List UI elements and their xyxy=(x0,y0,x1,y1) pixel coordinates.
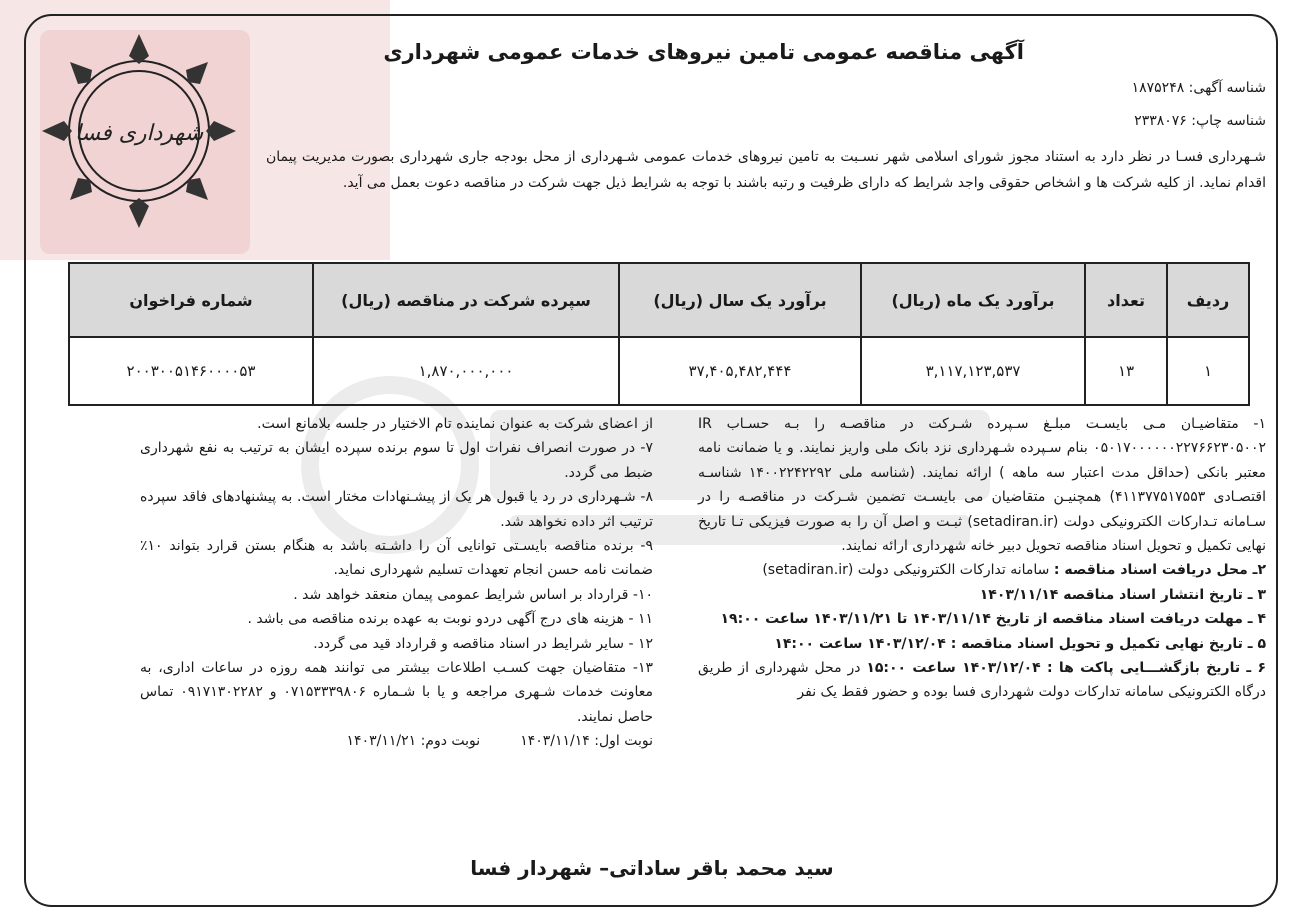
conditions-right-column xyxy=(698,412,1266,705)
condition-6-text: در محل شهرداری از طریق درگاه الکترونیکی سامانه تدارکات دولت شهرداری فسا بوده و حضور فقط یک نفر xyxy=(698,660,1266,701)
publication-dates xyxy=(140,729,653,753)
header-monthly-estimate: برآورد یک ماه (ریال) xyxy=(861,263,1085,337)
logo-text: شهرداری فسا xyxy=(74,121,204,146)
condition-2 xyxy=(698,558,1266,582)
cell-count: ۱۳ xyxy=(1085,337,1167,405)
header-yearly-estimate: برآورد یک سال (ریال) xyxy=(619,263,861,337)
condition-6 xyxy=(698,656,1266,705)
condition-4: ۴ ـ مهلت دریافت اسناد مناقصه از تاریخ ۱۴۰۳/۱۱/۱۴ تا ۱۴۰۳/۱۱/۲۱ ساعت ۱۹:۰۰ xyxy=(720,611,1266,628)
mayor-signature: سید محمد باقر ساداتی– شهردار فسا xyxy=(470,856,834,880)
condition-13: ۱۳- متقاضیان جهت کسـب اطلاعات بیشتر می توانند همه روزه در ساعات اداری، به معاونت خدمات شـهری مراجعه و یا با شـماره ۰۷۱۵۳۳۳۹۸۰۶ و ۰۹۱۷۱۳۰۲۲۸۲ تماس حاصل نمایند. xyxy=(140,660,653,725)
condition-1: ۱- متقاضیـان مـی بایسـت مبلـغ سـپرده شـرکت در مناقصـه را بـه حسـاب IR ۰۵۰۱۷۰۰۰۰۰۰۲۲۷۶۶۲۳۰۵۰۰۲ بنام سـپرده شـهرداری نزد بانک ملی واریز نمایند. و یا ضمانت نامه معتبر بانکی (حداقل مدت اعتبار سه ماهه ) ارائه نمایند. (شناسه ملی ۱۴۰۰۲۲۴۲۲۹۲ شناسـه اقتصـادی ۴۱۱۳۷۷۵۱۷۵۵۳) همچنیـن متقاضیان می بایسـت تضمین شـرکت در مناقصـه را در سـامانه تـدارکات الکترونیکی دولت (setadiran.ir) ثبـت و اصل آن را به صورت فیزیکی تـا تاریخ نهایی تکمیل و تحویل اسناد مناقصه تحویل دبیر خانه شهرداری ارائه نمایند. xyxy=(698,416,1266,555)
ad-id: شناسه آگهی: ۱۸۷۵۲۴۸ xyxy=(1131,80,1266,96)
municipality-logo xyxy=(36,28,242,234)
cell-monthly-estimate: ۳,۱۱۷,۱۲۳,۵۳۷ xyxy=(861,337,1085,405)
header-deposit: سپرده شرکت در مناقصه (ریال) xyxy=(313,263,619,337)
header-row-number: ردیف xyxy=(1167,263,1249,337)
tender-table xyxy=(68,262,1250,406)
cell-yearly-estimate: ۳۷,۴۰۵,۴۸۲,۴۴۴ xyxy=(619,337,861,405)
condition-6-label: ۶ ـ تاریخ بازگشـــایی پاکت ها : ۱۴۰۳/۱۲/۰۴ ساعت ۱۵:۰۰ xyxy=(866,660,1267,677)
header-count: تعداد xyxy=(1085,263,1167,337)
table-row xyxy=(69,337,1249,405)
print-id: شناسه چاپ: ۲۳۳۸۰۷۶ xyxy=(1134,113,1266,129)
cell-row-number: ۱ xyxy=(1167,337,1249,405)
condition-8: ۸- شـهرداری در رد یا قبول هر یک از پیشـنهادات مختار است. به پیشنهادهای فاقد سپرده ترتیب اثر داده نخواهد شد. xyxy=(140,489,653,530)
condition-9: ۹- برنده مناقصه بایسـتی توانایی آن را داشـته باشد به هنگام بستن قرارد بتواند ۱۰٪ ضمانت نامه حسن انجام تعهدات تسلیم شهرداری نماید. xyxy=(140,538,653,579)
notice-title: آگهی مناقصه عمومی تامین نیروهای خدمات عمومی شهرداری xyxy=(383,40,1024,64)
intro-paragraph: شـهرداری فسـا در نظر دارد به استناد مجوز شورای اسلامی شهر نسـبت به تامین نیروهای خدمات عمومی شـهرداری از محل بودجه جاری شهرداری بصورت مدیریت پیمان اقدام نماید. از کلیه شرکت ها و اشخاص حقوقی واجد شرایط که دارای ظرفیت و رتبه باشند با توجه به شرایط ذیل جهت شرکت در مناقصه دعوت بعمل می آید. xyxy=(266,149,1266,191)
condition-2-label: ۲ـ محل دریافت اسناد مناقصه : xyxy=(1053,562,1266,579)
condition-3: ۳ ـ تاریخ انتشار اسناد مناقصه ۱۴۰۳/۱۱/۱۴ xyxy=(979,586,1266,603)
condition-6-continued: از اعضای شرکت به عنوان نماینده تام الاختیار در جلسه بلامانع است. xyxy=(257,416,653,432)
condition-5: ۵ ـ تاریخ نهایی تکمیل و تحویل اسناد مناقصه : ۱۴۰۳/۱۲/۰۴ ساعت ۱۴:۰۰ xyxy=(774,635,1266,652)
conditions-left-column xyxy=(140,412,653,754)
condition-7: ۷- در صورت انصراف نفرات اول تا سوم برنده سپرده ایشان به ترتیب به نفع شهرداری ضبط می گردد. xyxy=(140,440,653,481)
first-run-date: نوبت اول: ۱۴۰۳/۱۱/۱۴ xyxy=(520,733,653,750)
cell-call-number: ۲۰۰۳۰۰۵۱۴۶۰۰۰۰۵۳ xyxy=(69,337,313,405)
second-run-date: نوبت دوم: ۱۴۰۳/۱۱/۲۱ xyxy=(346,733,481,750)
condition-11: ۱۱ - هزینه های درج آگهی دردو نوبت به عهده برنده مناقصه می باشد . xyxy=(247,611,653,628)
header-call-number: شماره فراخوان xyxy=(69,263,313,337)
condition-10: ۱۰- قرارداد بر اساس شرایط عمومی پیمان منعقد خواهد شد . xyxy=(293,586,653,603)
table-header-row xyxy=(69,263,1249,337)
condition-12: ۱۲ - سایر شرایط در اسناد مناقصه و قرارداد قید می گردد. xyxy=(313,635,653,652)
cell-deposit: ۱,۸۷۰,۰۰۰,۰۰۰ xyxy=(313,337,619,405)
condition-2-text: سامانه تدارکات الکترونیکی دولت (setadiran.ir) xyxy=(762,562,1050,579)
